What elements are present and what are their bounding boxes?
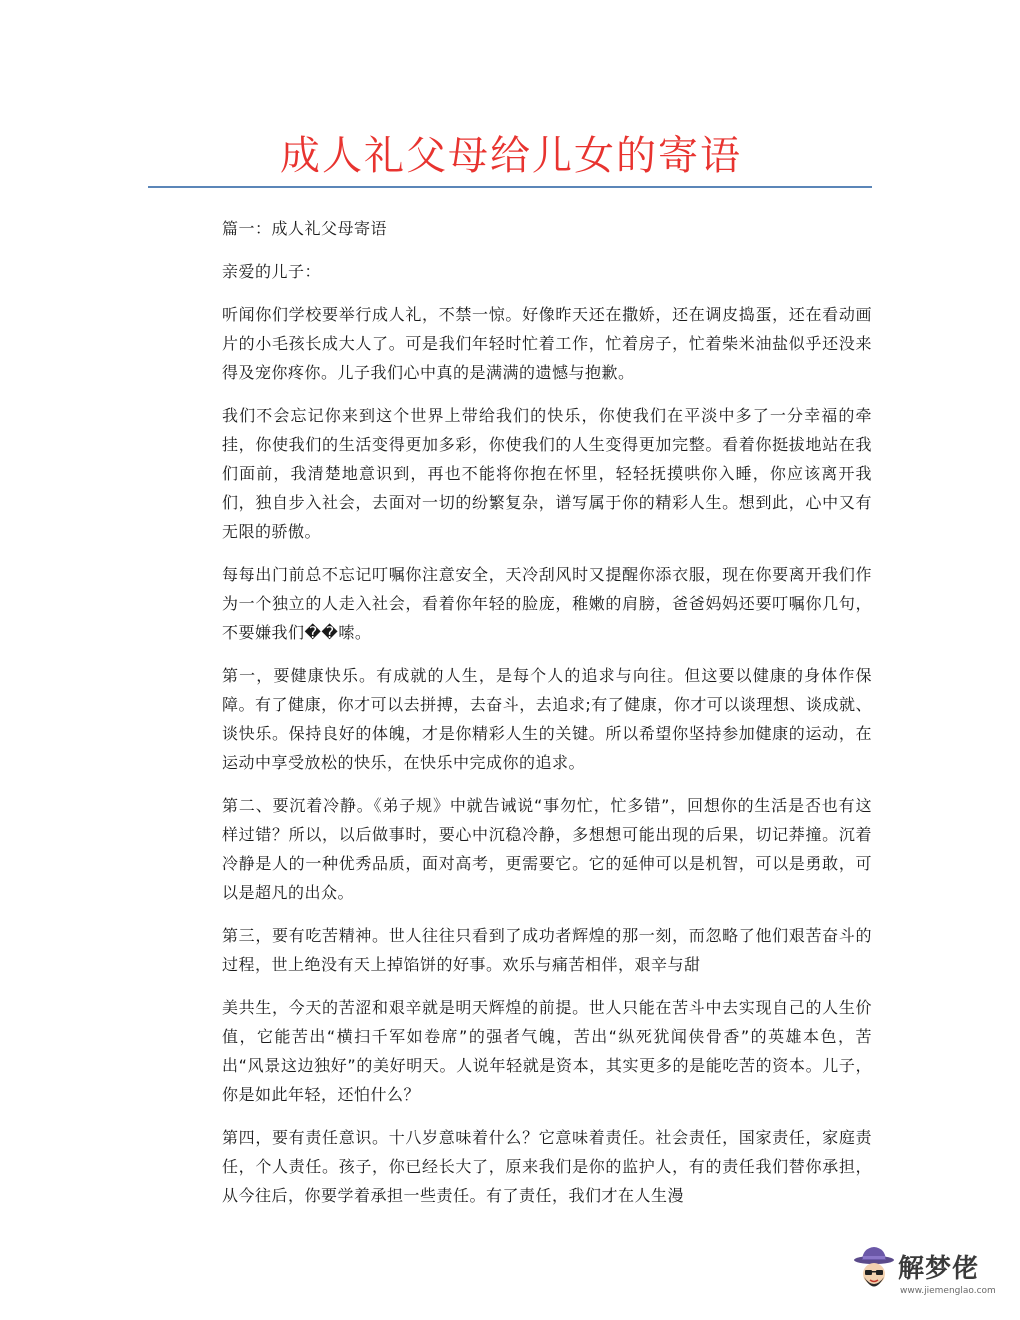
- body-paragraph: 我们不会忘记你来到这个世界上带给我们的快乐，你使我们在平淡中多了一分幸福的牵挂，你使我们的生活变得更加多彩，你使我们的人生变得更加完整。看着你挺拔地站在我们面前，我清楚地意识到，再也不能将你抱在怀里，轻轻抚摸哄你入睡，你应该离开我们，独自步入社会，去面对一切的纷繁复杂，谱写属于你的精彩人生。想到此，心中又有无限的骄傲。: [222, 406, 872, 541]
- section-heading: 篇一：成人礼父母寄语: [222, 219, 388, 238]
- watermark-brand: 解梦佬: [898, 1254, 980, 1284]
- body-paragraph: 第四，要有责任意识。十八岁意味着什么？它意味着责任。社会责任，国家责任，家庭责任，个人责任。孩子，你已经长大了，原来我们是你的监护人，有的责任我们替你承担，从今往后，你要学着承担一些责任。有了责任，我们才在人生漫: [222, 1128, 872, 1205]
- body-paragraph: 美共生，今天的苦涩和艰辛就是明天辉煌的前提。世人只能在苦斗中去实现自己的人生价值，它能苦出“横扫千军如卷席”的强者气魄，苦出“纵死犹闻侠骨香”的英雄本色，苦出“风景这边独好”的美好明天。人说年轻就是资本，其实更多的是能吃苦的资本。儿子，你是如此年轻，还怕什么？: [222, 998, 872, 1104]
- body-paragraph: 听闻你们学校要举行成人礼，不禁一惊。好像昨天还在撒娇，还在调皮捣蛋，还在看动画片的小毛孩长成大人了。可是我们年轻时忙着工作，忙着房子，忙着柴米油盐似乎还没来得及宠你疼你。儿子我们心中真的是满满的遗憾与抱歉。: [222, 305, 872, 382]
- salutation: 亲爱的儿子：: [222, 262, 322, 281]
- watermark-url: www.jiemenglao.com: [900, 1286, 996, 1296]
- title-underline: [148, 186, 872, 188]
- site-watermark: [852, 1240, 1012, 1310]
- document-title: 成人礼父母给儿女的寄语: [280, 133, 742, 179]
- body-paragraph: 第二、要沉着冷静。《弟子规》中就告诫说“事勿忙，忙多错”，回想你的生活是否也有这样过错？所以，以后做事时，要心中沉稳冷静，多想想可能出现的后果，切记莽撞。沉着冷静是人的一种优秀品质，面对高考，更需要它。它的延伸可以是机智，可以是勇敢，可以是超凡的出众。: [222, 796, 872, 902]
- mascot-logo-icon: [852, 1244, 896, 1306]
- body-paragraph: 每每出门前总不忘记叮嘱你注意安全，天冷刮风时又提醒你添衣服，现在你要离开我们作为一个独立的人走入社会，看着你年轻的脸庞，稚嫩的肩膀，爸爸妈妈还要叮嘱你几句，不要嫌我们��嗦。: [222, 565, 872, 642]
- body-paragraph: 第一，要健康快乐。有成就的人生，是每个人的追求与向往。但这要以健康的身体作保障。有了健康，你才可以去拼搏，去奋斗，去追求;有了健康，你才可以谈理想、谈成就、谈快乐。保持良好的体魄，才是你精彩人生的关键。所以希望你坚持参加健康的运动，在运动中享受放松的快乐，在快乐中完成你的追求。: [222, 666, 872, 772]
- document-body: [222, 214, 872, 1224]
- body-paragraph: 第三，要有吃苦精神。世人往往只看到了成功者辉煌的那一刻，而忽略了他们艰苦奋斗的过程，世上绝没有天上掉馅饼的好事。欢乐与痛苦相伴，艰辛与甜: [222, 926, 872, 974]
